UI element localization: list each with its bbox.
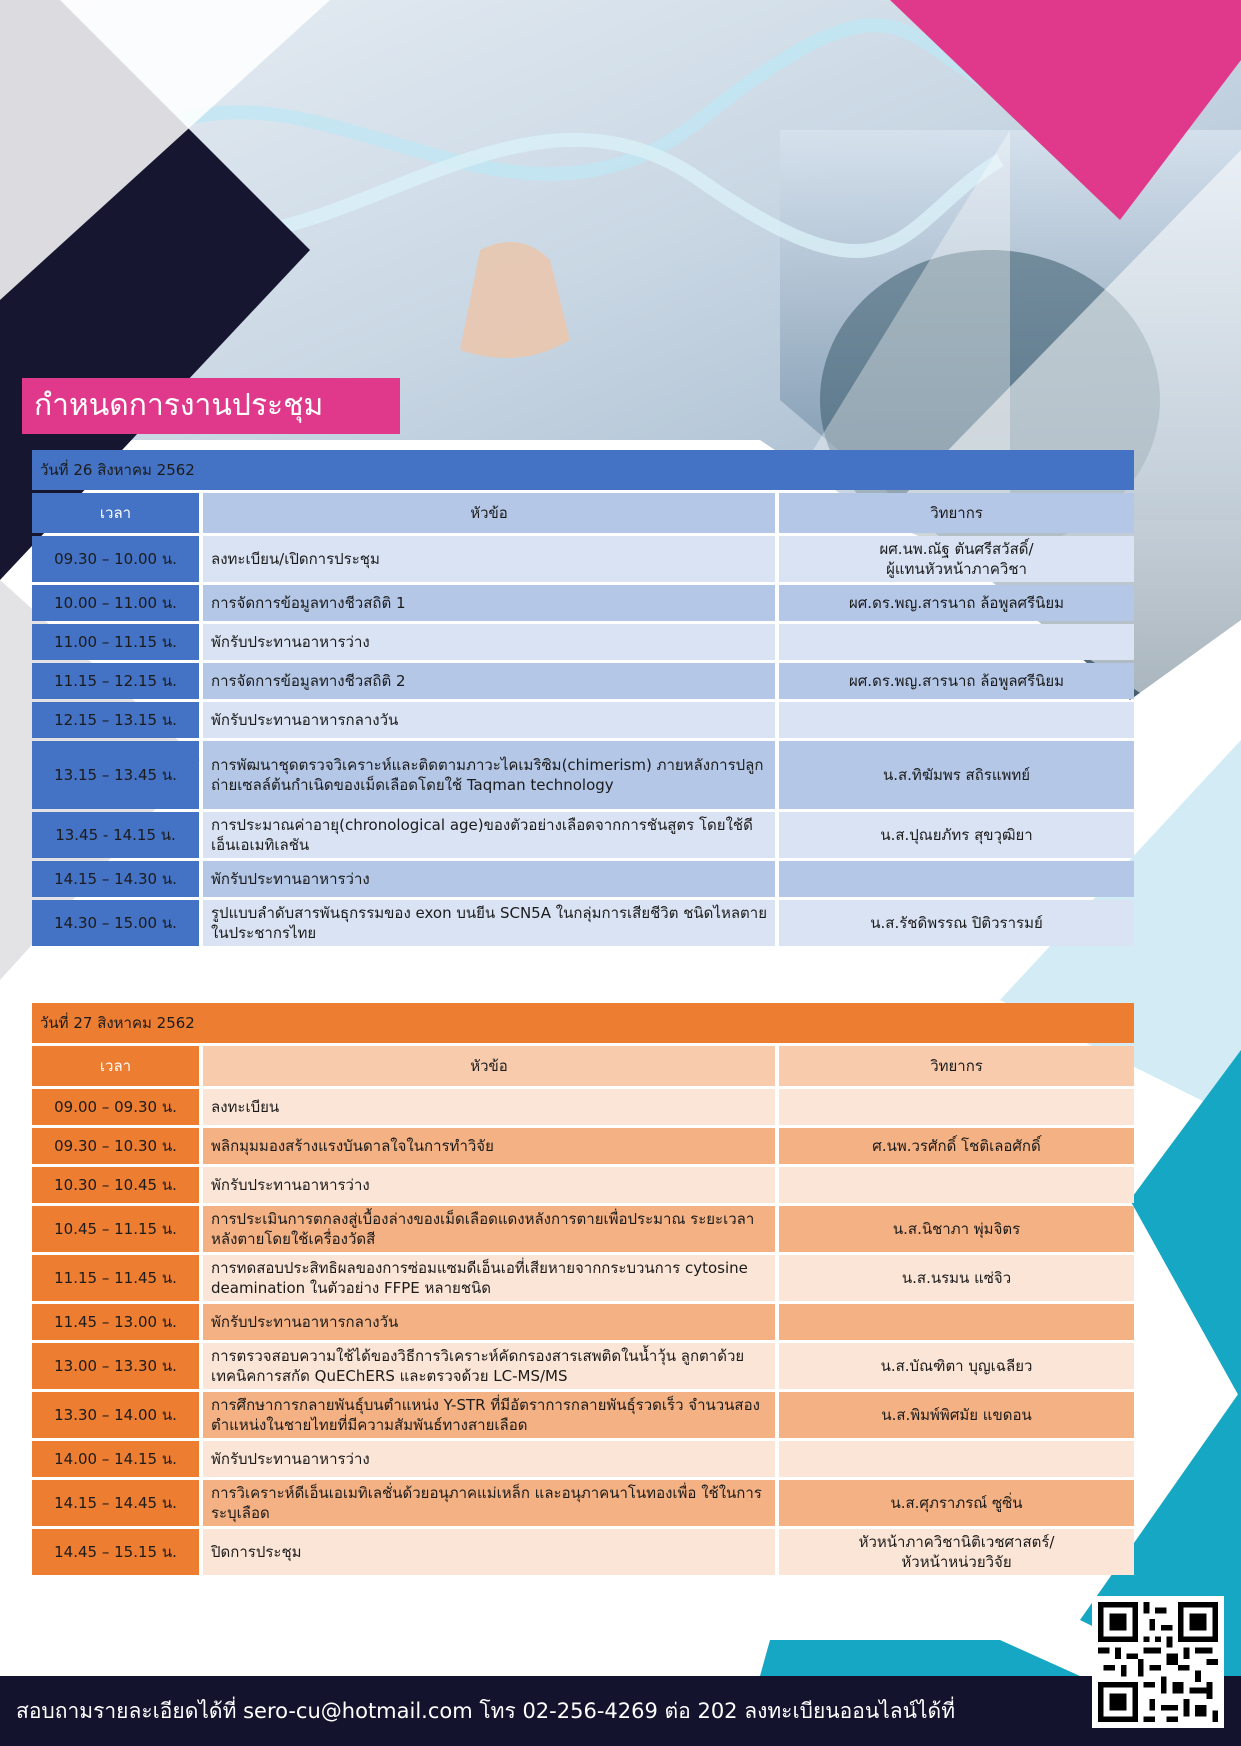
session-speaker: [779, 1167, 1134, 1203]
schedule-row: [32, 1480, 1134, 1526]
schedule-row: [32, 741, 1134, 809]
schedule-row: [32, 663, 1134, 699]
session-topic: พักรับประทานอาหารว่าง: [203, 861, 775, 897]
schedule-row: [32, 1255, 1134, 1301]
session-speaker: น.ส.ศุภราภรณ์ ซูซิ่น: [779, 1480, 1134, 1526]
session-time: 11.15 – 12.15 น.: [32, 663, 199, 699]
session-topic: การประเมินการตกลงสู่เบื้องล่างของเม็ดเลือดแดงหลังการตายเพื่อประมาณ ระยะเวลาหลังตายโดยใช้เครื่องวัดสี: [203, 1206, 775, 1252]
session-topic: การวิเคราะห์ดีเอ็นเอเมทิเลชั่นด้วยอนุภาคแม่เหล็ก และอนุภาคนาโนทองเพื่อ ใช้ในการระบุเลือด: [203, 1480, 775, 1526]
session-topic: ลงทะเบียน: [203, 1089, 775, 1125]
session-time: 14.30 – 15.00 น.: [32, 900, 199, 946]
session-time: 14.45 – 15.15 น.: [32, 1529, 199, 1575]
session-speaker: หัวหน้าภาควิชานิติเวชศาสตร์/ หัวหน้าหน่วยวิจัย: [779, 1529, 1134, 1575]
column-header-topic: หัวข้อ: [203, 1046, 775, 1086]
session-speaker: [779, 1304, 1134, 1340]
schedule-row: [32, 812, 1134, 858]
schedule-row: [32, 1089, 1134, 1125]
footer-contact-text: สอบถามรายละเอียดได้ที่ sero-cu@hotmail.com โทร 02-256-4269 ต่อ 202 ลงทะเบียนออนไลน์ได้ที่: [16, 1699, 956, 1723]
session-time: 13.30 – 14.00 น.: [32, 1392, 199, 1438]
session-time: 10.30 – 10.45 น.: [32, 1167, 199, 1203]
session-time: 12.15 – 13.15 น.: [32, 702, 199, 738]
session-time: 11.45 – 13.00 น.: [32, 1304, 199, 1340]
schedule-row: [32, 1343, 1134, 1389]
session-speaker: ศ.นพ.วรศักดิ์ โชติเลอศักดิ์: [779, 1128, 1134, 1164]
session-time: 14.15 – 14.45 น.: [32, 1480, 199, 1526]
column-header-speaker: วิทยากร: [779, 1046, 1134, 1086]
session-topic: การศึกษาการกลายพันธุ์บนตำแหน่ง Y-STR ที่มีอัตราการกลายพันธุ์รวดเร็ว จำนวนสองตำแหน่งในชายไทยที่มีความสัมพันธ์ทางสายเลือด: [203, 1392, 775, 1438]
day2-header-row: [32, 1003, 1134, 1043]
session-speaker: ผศ.ดร.พญ.สารนาถ ล้อพูลศรีนิยม: [779, 663, 1134, 699]
column-header-topic: หัวข้อ: [203, 493, 775, 533]
session-time: 13.00 – 13.30 น.: [32, 1343, 199, 1389]
column-header-time: เวลา: [32, 1046, 199, 1086]
session-topic: การตรวจสอบความใช้ได้ของวิธีการวิเคราะห์คัดกรองสารเสพติดในน้ำวุ้น ลูกตาด้วยเทคนิคการสกัด QuEChERS และตรวจด้วย LC-MS/MS: [203, 1343, 775, 1389]
session-time: 09.30 – 10.30 น.: [32, 1128, 199, 1164]
schedule-row: [32, 1128, 1134, 1164]
schedule-row: [32, 585, 1134, 621]
schedule-row: [32, 536, 1134, 582]
session-time: 13.45 - 14.15 น.: [32, 812, 199, 858]
session-speaker: น.ส.รัชดิพรรณ ปิติวรารมย์: [779, 900, 1134, 946]
page-title: กำหนดการงานประชุม: [22, 378, 400, 434]
session-topic: รูปแบบลำดับสารพันธุกรรมของ exon บนยีน SCN5A ในกลุ่มการเสียชีวิต ชนิดไหลตายในประชากรไทย: [203, 900, 775, 946]
day1-column-headers: [32, 493, 1134, 533]
schedule-row: [32, 702, 1134, 738]
session-topic: การจัดการข้อมูลทางชีวสถิติ 1: [203, 585, 775, 621]
session-time: 09.00 – 09.30 น.: [32, 1089, 199, 1125]
schedule-row: [32, 1167, 1134, 1203]
session-time: 14.15 – 14.30 น.: [32, 861, 199, 897]
day1-header-row: [32, 450, 1134, 490]
session-topic: การประมาณค่าอายุ(chronological age)ของตัวอย่างเลือดจากการชันสูตร โดยใช้ดีเอ็นเอเมทิเลชัน: [203, 812, 775, 858]
session-topic: พักรับประทานอาหารว่าง: [203, 1167, 775, 1203]
session-speaker: น.ส.นรมน แซ่จิว: [779, 1255, 1134, 1301]
schedule-row: [32, 1529, 1134, 1575]
schedule-row: [32, 1206, 1134, 1252]
session-time: 11.00 – 11.15 น.: [32, 624, 199, 660]
schedule-row: [32, 1392, 1134, 1438]
session-topic: การพัฒนาชุดตรวจวิเคราะห์และติดตามภาวะไคเมริซิม(chimerism) ภายหลังการปลูกถ่ายเซลล์ต้นกำเนิดของเม็ดเลือดโดยใช้ Taqman technology: [203, 741, 775, 809]
column-header-speaker: วิทยากร: [779, 493, 1134, 533]
qr-code-icon[interactable]: [1092, 1596, 1224, 1728]
session-speaker: [779, 1441, 1134, 1477]
session-speaker: น.ส.ทิฆัมพร สถิรแพทย์: [779, 741, 1134, 809]
session-speaker: ผศ.นพ.ณัฐ ตันศรีสวัสดิ์/ ผู้แทนหัวหน้าภาควิชา: [779, 536, 1134, 582]
session-speaker: [779, 702, 1134, 738]
session-topic: พักรับประทานอาหารว่าง: [203, 624, 775, 660]
day2-column-headers: [32, 1046, 1134, 1086]
session-time: 10.45 – 11.15 น.: [32, 1206, 199, 1252]
session-time: 13.15 – 13.45 น.: [32, 741, 199, 809]
session-time: 11.15 – 11.45 น.: [32, 1255, 199, 1301]
day1-title: วันที่ 26 สิงหาคม 2562: [32, 450, 1134, 490]
session-speaker: น.ส.บัณฑิตา บุญเฉลียว: [779, 1343, 1134, 1389]
session-topic: พลิกมุมมองสร้างแรงบันดาลใจในการทำวิจัย: [203, 1128, 775, 1164]
session-speaker: [779, 861, 1134, 897]
session-topic: พักรับประทานอาหารว่าง: [203, 1441, 775, 1477]
schedule-row: [32, 1304, 1134, 1340]
session-topic: ลงทะเบียน/เปิดการประชุม: [203, 536, 775, 582]
session-time: 10.00 – 11.00 น.: [32, 585, 199, 621]
schedule-row: [32, 861, 1134, 897]
session-topic: การทดสอบประสิทธิผลของการซ่อมแซมดีเอ็นเอที่เสียหายจากกระบวนการ cytosine deamination ในตัวอย่าง FFPE หลายชนิด: [203, 1255, 775, 1301]
schedule-row: [32, 900, 1134, 946]
session-topic: ปิดการประชุม: [203, 1529, 775, 1575]
schedule-row: [32, 1441, 1134, 1477]
session-topic: การจัดการข้อมูลทางชีวสถิติ 2: [203, 663, 775, 699]
session-time: 14.00 – 14.15 น.: [32, 1441, 199, 1477]
day2-title: วันที่ 27 สิงหาคม 2562: [32, 1003, 1134, 1043]
column-header-time: เวลา: [32, 493, 199, 533]
session-time: 09.30 – 10.00 น.: [32, 536, 199, 582]
schedule-day2-table: [32, 1000, 1134, 1578]
session-speaker: ผศ.ดร.พญ.สารนาถ ล้อพูลศรีนิยม: [779, 585, 1134, 621]
session-speaker: [779, 1089, 1134, 1125]
schedule-day1-table: [32, 447, 1134, 949]
session-topic: พักรับประทานอาหารกลางวัน: [203, 702, 775, 738]
session-topic: พักรับประทานอาหารกลางวัน: [203, 1304, 775, 1340]
session-speaker: น.ส.พิมพ์พิศมัย แขดอน: [779, 1392, 1134, 1438]
session-speaker: [779, 624, 1134, 660]
schedule-row: [32, 624, 1134, 660]
session-speaker: น.ส.ปุณยภัทร สุขวุฒิยา: [779, 812, 1134, 858]
session-speaker: น.ส.นิชาภา พุ่มจิตร: [779, 1206, 1134, 1252]
